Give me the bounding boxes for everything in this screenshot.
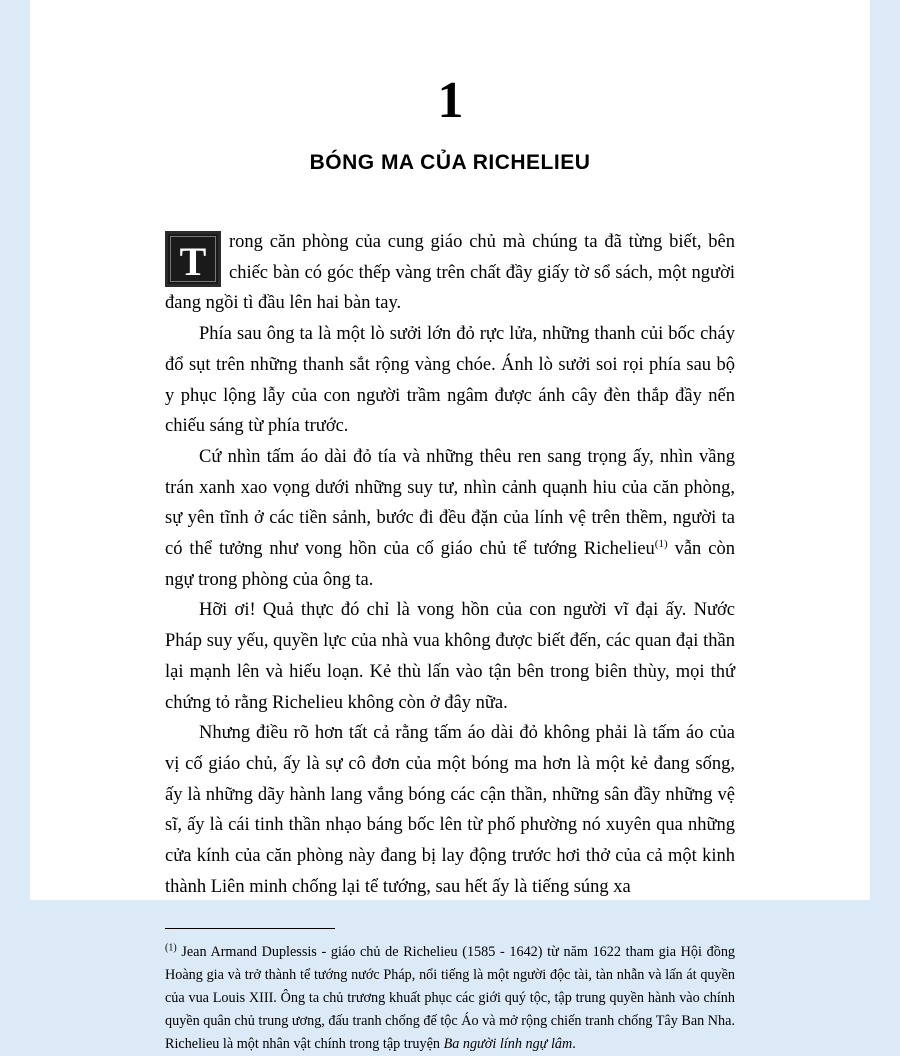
footnote-text-first: Jean Armand Duplessis - giáo chủ de Richelieu (1585 - 1642) từ năm 1622 tham gia Hội đồng Hoàng gia và trở thành tể tướng nước Pháp, nổi tiếng là một người độc tài, tàn nhẫn và lấn át quyền của vua Louis XIII. Ông ta chủ trương khuất phục các giới quý tộc, tập trung quyền hành vào chính quyền quân chủ trung ương, đấu tranh chống đế tộc Áo và mở rộng chiến tranh chống Tây Ban Nha. Richelieu là một nhân vật chính trong tập truyện bbox=[165, 944, 736, 1053]
drop-cap: T bbox=[165, 231, 221, 287]
paragraph-4: Hỡi ơi! Quả thực đó chỉ là vong hồn của con người vĩ đại ấy. Nước Pháp suy yếu, quyền lực của nhà vua không được biết đến, các quan đại thần lại mạnh lên và hiếu loạn. Kẻ thù lấn vào tận bên trong biên thùy, mọi thứ chứng tỏ rằng Richelieu không còn ở đây nữa. bbox=[165, 600, 735, 713]
chapter-title: BÓNG MA CỦA RICHELIEU bbox=[309, 151, 591, 174]
footnote-reference[interactable]: (1) bbox=[654, 537, 668, 550]
chapter-number: 1 bbox=[437, 72, 463, 129]
footnote-text-last: . bbox=[572, 1036, 576, 1053]
paragraph-3 bbox=[165, 442, 735, 596]
paragraph-3-text-b: vẫn còn ngự trong phòng của ông ta. bbox=[165, 539, 735, 590]
paragraph-5: Nhưng điều rõ hơn tất cả rằng tấm áo dài đỏ không phải là tấm áo của vị cố giáo chủ, ấy là sự cô đơn của một bóng ma hơn là một kẻ đang sống, ấy là những dãy hành lang vắng bóng các cận thần, những sân đầy những vệ sĩ, ấy là cái tinh thần nhạo báng bốc lên từ phố phường nó xuyên qua những cửa kính của căn phòng này đang bị lay động trước hơi thở của cả một kinh thành Liên minh chống lại tể tướng, sau hết ấy là tiếng súng xa bbox=[165, 723, 735, 897]
footnote-divider bbox=[165, 928, 335, 929]
footnote-title-italic: Ba người lính ngự lâm bbox=[443, 1036, 573, 1053]
book-page bbox=[30, 0, 870, 1053]
page-content bbox=[165, 72, 736, 1056]
footnote bbox=[165, 941, 735, 1056]
body-text bbox=[165, 227, 735, 902]
paragraph-1-text: rong căn phòng của cung giáo chủ mà chúng ta đã từng biết, bên chiếc bàn có góc thếp vàng trên chất đầy giấy tờ sổ sách, một người đang ngồi tì đầu lên hai bàn tay. bbox=[165, 232, 735, 314]
footnote-marker: (1) bbox=[165, 942, 177, 954]
paragraph-2: Phía sau ông ta là một lò sưởi lớn đỏ rực lửa, những thanh củi bốc cháy đổ sụt trên những thanh sắt rộng vàng chóe. Ánh lò sưởi soi rọi phía sau bộ y phục lộng lẫy của con người trầm ngâm được ánh cây đèn thắp đầy nến chiếu sáng từ phía trước. bbox=[165, 324, 735, 437]
paragraph-3-text-a: Cứ nhìn tấm áo dài đỏ tía và những thêu ren sang trọng ấy, nhìn vầng trán xanh xao vọng dưới những suy tư, nhìn cảnh quạnh hiu của căn phòng, sự yên tĩnh ở các tiền sảnh, bước đi đều đặn của lính vệ trên thềm, người ta có thể tưởng như vong hồn của cố giáo chủ tể tướng Richelieu bbox=[165, 446, 735, 560]
paragraph-1 bbox=[165, 227, 735, 319]
